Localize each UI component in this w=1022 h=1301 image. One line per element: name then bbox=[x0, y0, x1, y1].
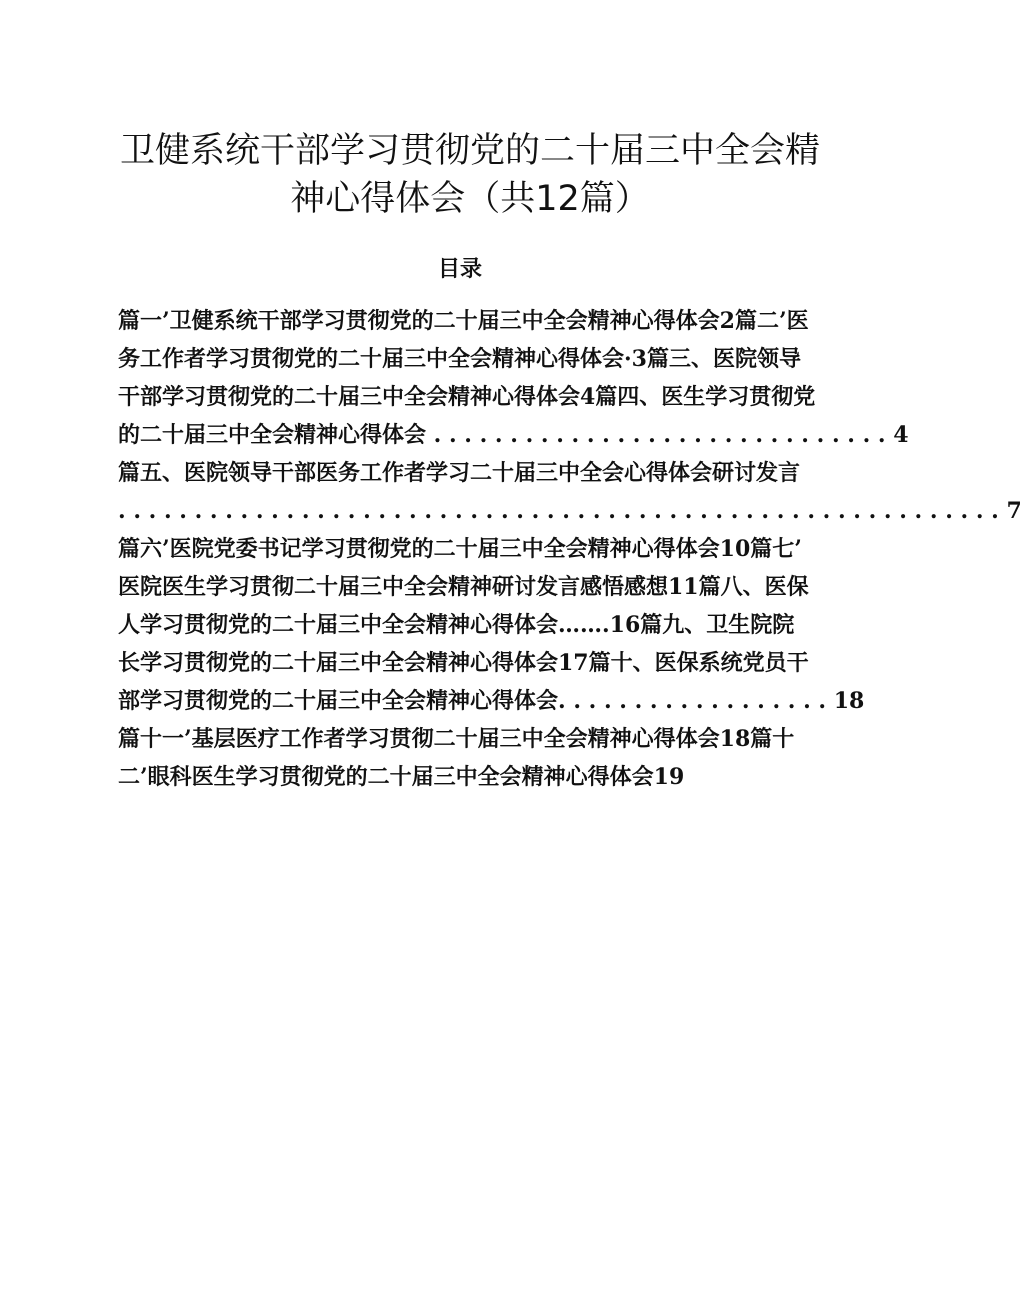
document-title-line-2: 神心得体会（共12篇） bbox=[290, 179, 650, 219]
toc-line: 篇十一’基层医疗工作者学习贯彻二十届三中全会精神心得体会18篇十 bbox=[118, 726, 795, 752]
toc-line: 篇六’医院党委书记学习贯彻党的二十届三中全会精神心得体会10篇七’ bbox=[118, 536, 802, 562]
toc-line: 二’眼科医生学习贯彻党的二十届三中全会精神心得体会19 bbox=[118, 764, 685, 790]
toc-line: 长学习贯彻党的二十届三中全会精神心得体会17篇十、医保系统党员干 bbox=[118, 650, 809, 676]
toc-line: . . . . . . . . . . . . . . . . . . . . . . . . . . . . . . . . . . . . . . . . . . . . . . . . . . . . . . . . . . 7 bbox=[118, 498, 1022, 524]
toc-line: 篇五、医院领导干部医务工作者学习二十届三中全会心得体会研讨发言 bbox=[118, 460, 801, 486]
toc-heading: 目录 bbox=[437, 256, 482, 282]
document-title-line-1: 卫健系统干部学习贯彻党的二十届三中全会精 bbox=[120, 131, 821, 171]
toc-line: 干部学习贯彻党的二十届三中全会精神心得体会4篇四、医生学习贯彻党 bbox=[118, 384, 816, 410]
toc-line: 的二十届三中全会精神心得体会 . . . . . . . . . . . . . . . . . . . . . . . . . . . . . . 4 bbox=[118, 422, 909, 448]
toc-line: 篇一’卫健系统干部学习贯彻党的二十届三中全会精神心得体会2篇二’医 bbox=[118, 308, 809, 334]
toc-line: 人学习贯彻党的二十届三中全会精神心得体会…….16篇九、卫生院院 bbox=[118, 612, 795, 638]
table-of-contents bbox=[118, 302, 1022, 796]
toc-line: 务工作者学习贯彻党的二十届三中全会精神心得体会·3篇三、医院领导 bbox=[118, 346, 801, 372]
toc-line: 部学习贯彻党的二十届三中全会精神心得体会. . . . . . . . . . . . . . . . . . 18 bbox=[118, 688, 865, 714]
toc-line: 医院医生学习贯彻二十届三中全会精神研讨发言感悟感想11篇八、医保 bbox=[118, 574, 809, 600]
